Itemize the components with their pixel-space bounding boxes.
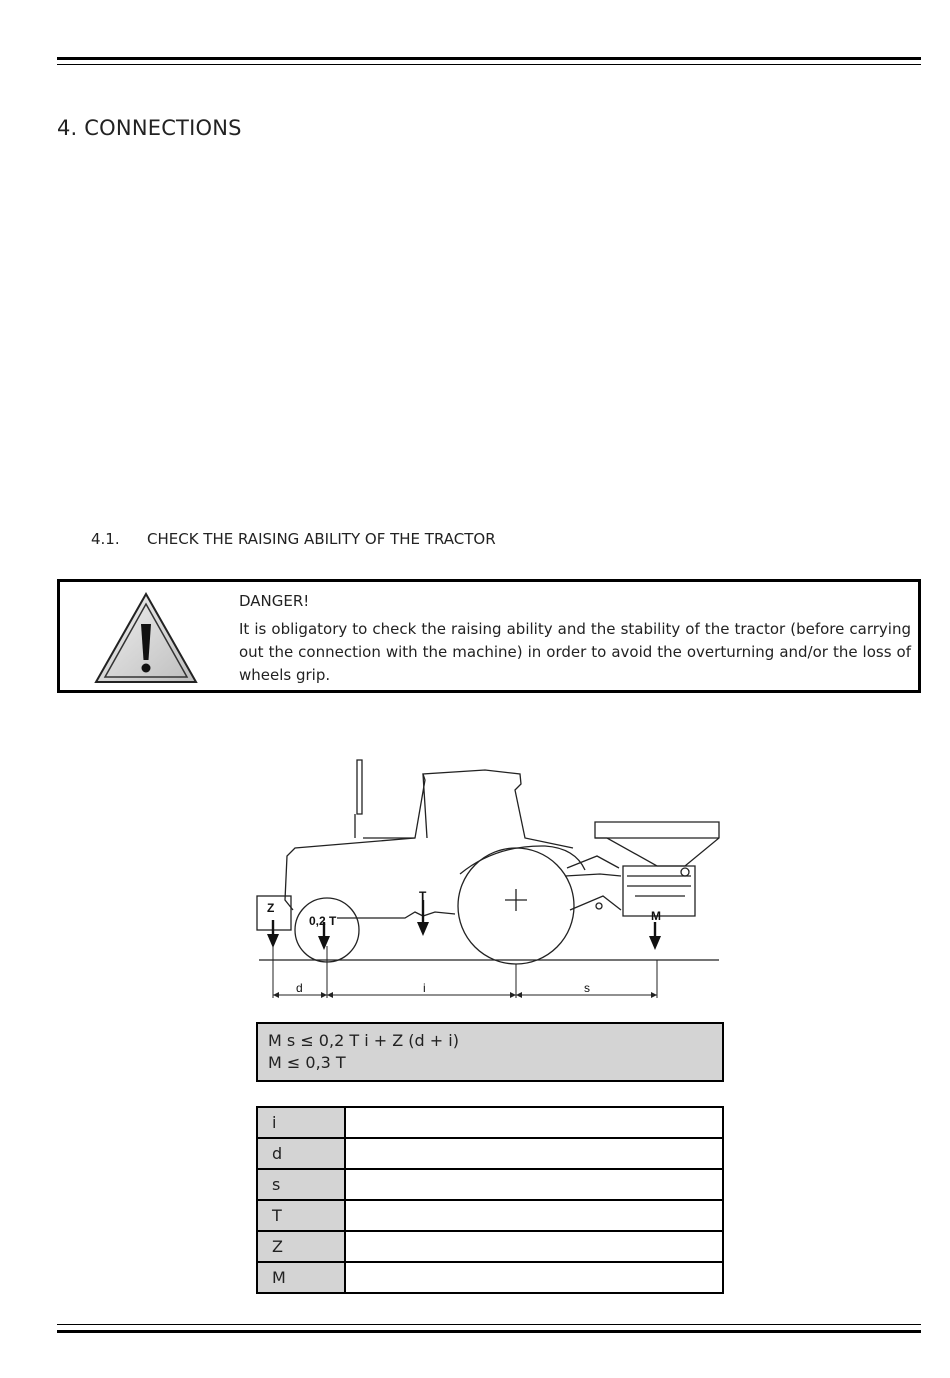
danger-title: DANGER!: [239, 592, 310, 610]
label-t: T: [419, 889, 427, 903]
table-row: [257, 1107, 723, 1138]
warning-triangle-icon: [94, 592, 198, 684]
table-row: [257, 1200, 723, 1231]
table-row: [257, 1169, 723, 1200]
legend-symbol: Z: [257, 1231, 345, 1262]
legend-description: [345, 1200, 723, 1231]
legend-symbol: d: [257, 1138, 345, 1169]
section-title: 4. CONNECTIONS: [57, 116, 242, 140]
table-row: [257, 1262, 723, 1293]
label-z: Z: [267, 901, 275, 915]
label-i: i: [423, 981, 426, 995]
legend-description: [345, 1107, 723, 1138]
label-s: s: [584, 981, 590, 995]
tractor-load-diagram: [255, 750, 725, 1000]
label-front-load: 0,2 T: [309, 914, 337, 928]
symbol-legend-table: [256, 1106, 724, 1294]
label-d: d: [296, 981, 303, 995]
subsection-heading: [91, 530, 496, 548]
formula-line-1: M s ≤ 0,2 T i + Z (d + i): [268, 1031, 459, 1050]
top-rule-thin: [57, 64, 921, 65]
legend-description: [345, 1138, 723, 1169]
legend-symbol: s: [257, 1169, 345, 1200]
legend-symbol: M: [257, 1262, 345, 1293]
table-row: [257, 1231, 723, 1262]
subsection-number: 4.1.: [91, 530, 120, 548]
legend-description: [345, 1169, 723, 1200]
top-rule-thick: [57, 57, 921, 60]
danger-box: [57, 579, 921, 693]
stability-formula: [256, 1022, 724, 1082]
subsection-title: CHECK THE RAISING ABILITY OF THE TRACTOR: [147, 530, 496, 548]
legend-symbol: i: [257, 1107, 345, 1138]
legend-description: [345, 1231, 723, 1262]
bottom-rule-thin: [57, 1324, 921, 1325]
legend-symbol: T: [257, 1200, 345, 1231]
danger-text: It is obligatory to check the raising ability and the stability of the tractor (before carrying out the connection with the machine) in order to avoid the overturning and/or the loss of wheels grip.: [239, 620, 911, 684]
bottom-rule-thick: [57, 1330, 921, 1333]
legend-description: [345, 1262, 723, 1293]
formula-line-2: M ≤ 0,3 T: [268, 1053, 346, 1072]
label-m: M: [651, 909, 661, 923]
table-row: [257, 1138, 723, 1169]
